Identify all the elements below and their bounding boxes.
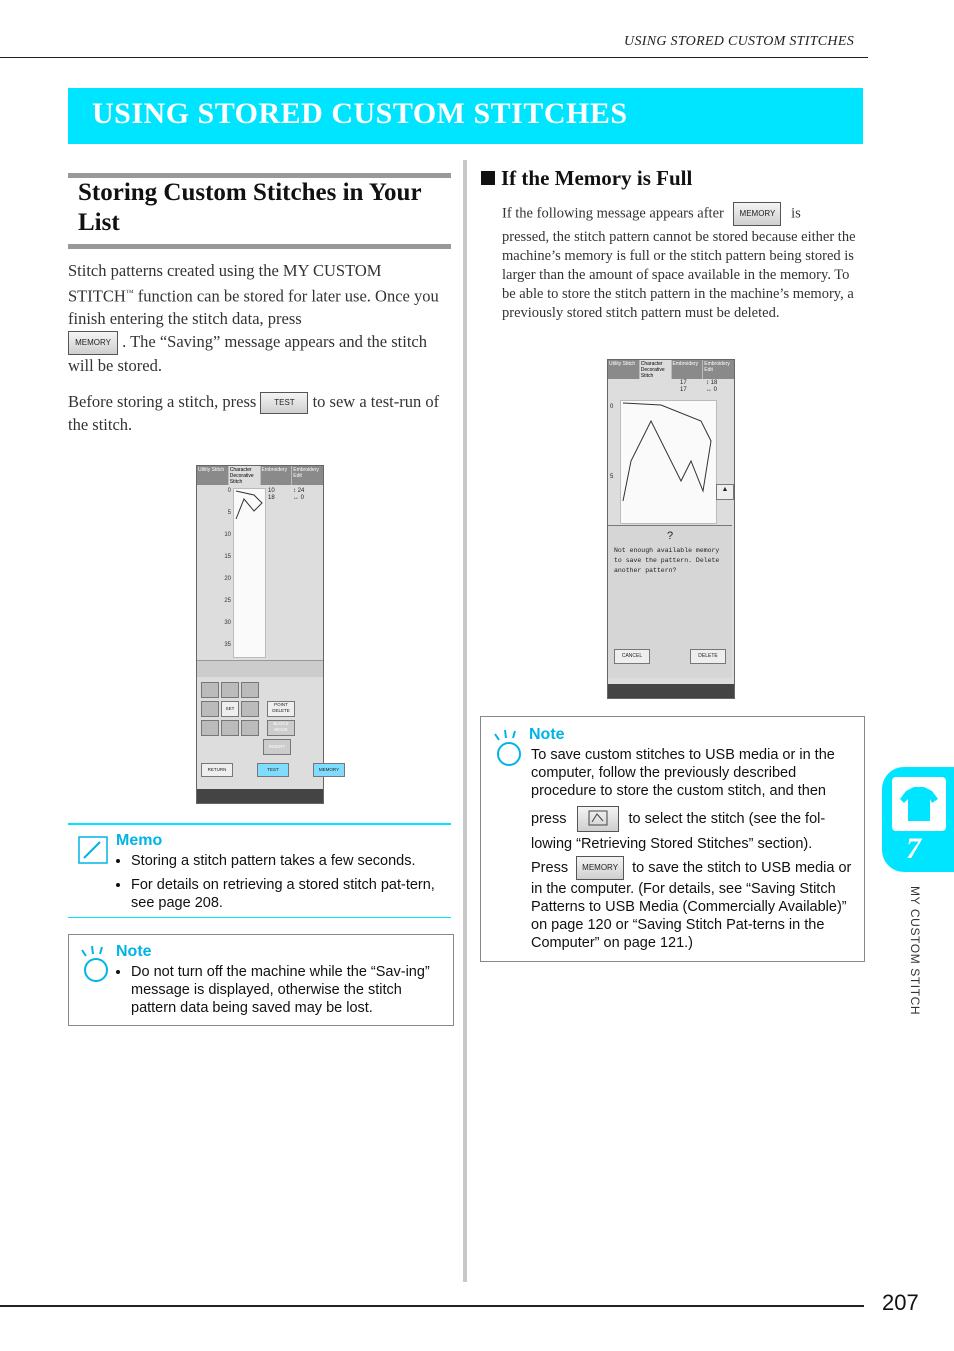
machine-screen-edit: Utility Stitch Character Decorative Stitch Embroidery Embroidery Edit 0 5 10 15 20 25 30 35 10 18 ↕ 24 ↔ 0 SET POINT DELETE BLOCK MOVE INSERT RETURN TEST MEMORY — [196, 465, 324, 804]
arrow-up-left-button[interactable] — [201, 682, 219, 698]
page-number: 207 — [882, 1290, 919, 1315]
memory-full-dialog — [608, 525, 732, 678]
return-button[interactable]: RETURN — [201, 763, 233, 777]
cancel-button[interactable]: CANCEL — [614, 649, 650, 664]
stitch-pattern-icon — [234, 489, 265, 529]
test-button[interactable]: TEST — [257, 763, 289, 777]
section-title: Storing Custom Stitches in Your List — [78, 179, 422, 236]
stitch-grid-2 — [620, 400, 717, 524]
stored-stitch-button-image — [577, 806, 619, 832]
memory-button-image-2: MEMORY — [733, 202, 781, 226]
screen-toolbar — [197, 660, 323, 677]
test-paragraph: Before storing a stitch, press TEST to sew a test-run of the stitch. — [68, 392, 440, 435]
screen-footer-bar-2 — [608, 684, 734, 698]
column-divider — [463, 160, 467, 1282]
footer-rule — [0, 1305, 864, 1307]
memory-button-image: MEMORY — [68, 331, 118, 355]
note-text-right-1: To save custom stitches to USB media or in the computer, follow the previously described procedure to store the custom stitch, and then — [531, 747, 835, 799]
chapter-label: MY CUSTOM STITCH — [908, 886, 922, 1016]
arrow-down-right-button[interactable] — [241, 720, 259, 736]
memory-full-paragraph-line1: If the following message appears after MEMORY is — [502, 202, 862, 226]
note-text-left: • Do not turn off the machine while the “Sav-ing” message is displayed, otherwise the stitch pattern data being saved may be lost. — [116, 963, 448, 1023]
machine-screen-memory-full: Utility Stitch Character Decorative Stitch Embroidery Embroidery Edit 17 17 ↕ 18 ↔ 0 0 5 ▲ ? Not enough available memory to save the pattern. Delete another pattern? CANCEL DELETE — [607, 359, 735, 699]
memo-text: • Storing a stitch pattern takes a few seconds. • For details on retrieving a stored stitch pat-tern, see page 208. — [116, 852, 448, 918]
memo-pencil-icon — [78, 836, 108, 864]
arrow-left-button[interactable] — [201, 701, 219, 717]
intro-paragraph: Stitch patterns created using the MY CUSTOM STITCH™ function can be stored for later use. Once you finish entering the stitch data, press — [68, 261, 439, 328]
set-button[interactable]: SET — [221, 701, 239, 717]
subheading: If the Memory is Full — [481, 166, 692, 191]
test-button-image: TEST — [260, 392, 308, 414]
note-label-right: Note — [529, 726, 565, 743]
note-lightbulb-icon — [78, 944, 110, 984]
arrow-up-right-button[interactable] — [241, 682, 259, 698]
memory-full-paragraph: pressed, the stitch pattern cannot be stored because either the machine’s memory is full or the stitch pattern being stored is larger than the amount of space available in the memory. To be able to store the stitch pattern in the machine’s memory, a previously stored stitch pattern must be deleted. — [502, 229, 856, 321]
note-text-right-2: press to select the stitch (see the fol-lowing “Retrieving Stored Stitches” section). — [531, 806, 859, 856]
note-label-left: Note — [116, 943, 152, 960]
point-delete-button[interactable]: POINT DELETE — [267, 701, 295, 717]
header-rule — [0, 57, 868, 58]
note-lightbulb-icon-2 — [491, 728, 523, 768]
intro-paragraph-cont: MEMORY . The “Saving” message appears and the stitch will be stored. — [68, 332, 427, 376]
arrow-up-button[interactable] — [221, 682, 239, 698]
note-text-right-3: Press MEMORY to save the stitch to USB media or in the computer. (For details, see “Saving Stitch Patterns to USB Media (Commercially Available)” on page 120 or “Saving Stitch Pat-terns in the Computer” on page 121.) — [531, 856, 859, 952]
chapter-number: 7 — [906, 832, 921, 865]
insert-button[interactable]: INSERT — [263, 739, 291, 755]
square-bullet-icon — [481, 171, 495, 185]
page-title: USING STORED CUSTOM STITCHES — [92, 97, 628, 130]
memory-button-image-3: MEMORY — [576, 856, 624, 880]
stitch-pattern-icon-2 — [621, 401, 716, 523]
screen-footer-bar — [197, 789, 323, 803]
delete-button[interactable]: DELETE — [690, 649, 726, 664]
scroll-up-button[interactable]: ▲ — [716, 484, 734, 500]
memory-full-message: Not enough available memory to save the pattern. Delete another pattern? — [614, 547, 720, 574]
running-header: USING STORED CUSTOM STITCHES — [624, 34, 854, 49]
memo-label: Memo — [116, 832, 163, 849]
shirt-icon — [892, 777, 946, 831]
memo-rule-top — [68, 823, 451, 825]
memory-button[interactable]: MEMORY — [313, 763, 345, 777]
section-rule-bottom — [68, 244, 451, 249]
arrow-down-button[interactable] — [221, 720, 239, 736]
arrow-down-left-button[interactable] — [201, 720, 219, 736]
page-title-bar — [68, 88, 863, 144]
memo-rule-bottom — [68, 917, 451, 918]
stitch-grid — [233, 488, 266, 658]
arrow-right-button[interactable] — [241, 701, 259, 717]
question-icon: ? — [666, 530, 674, 542]
block-move-button[interactable]: BLOCK MOVE — [267, 720, 295, 736]
